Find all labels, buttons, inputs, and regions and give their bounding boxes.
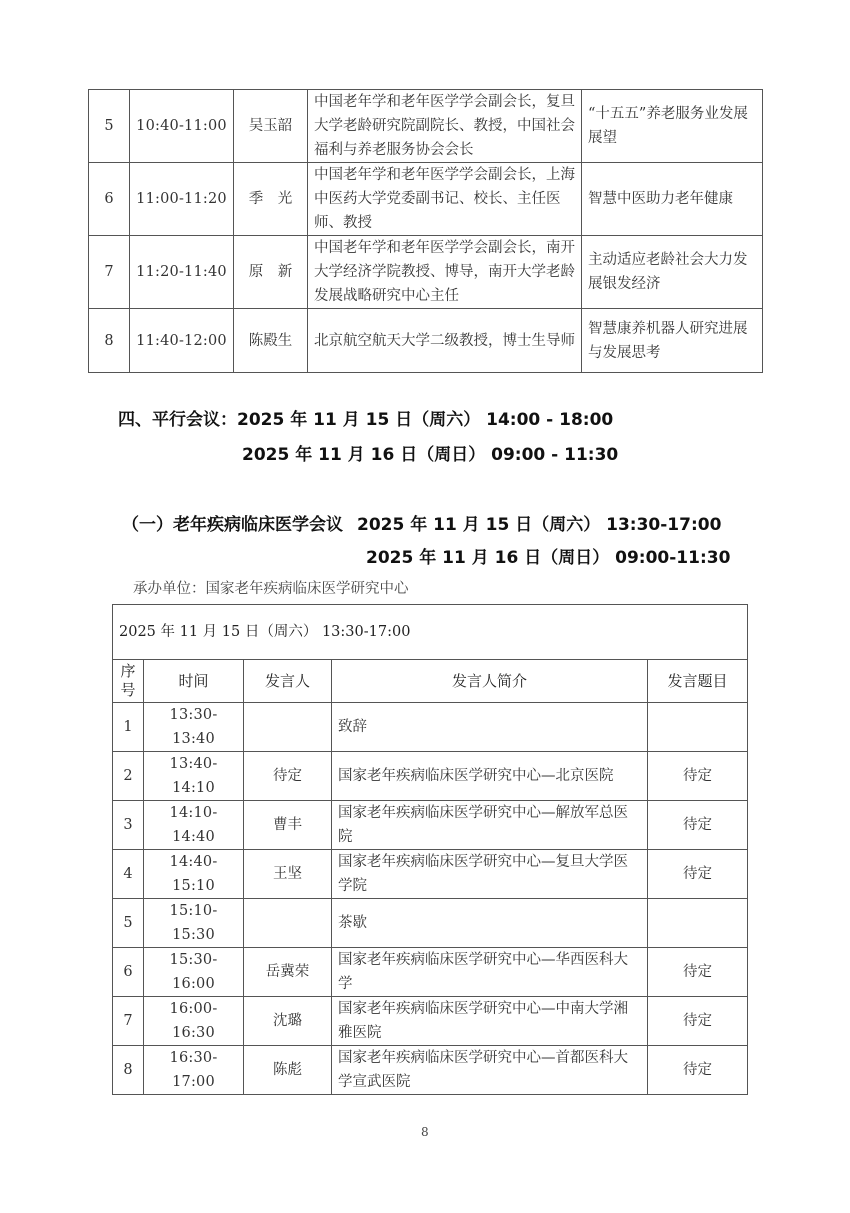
row-number: 8 (89, 309, 130, 373)
row-time: 13:30-13:40 (144, 703, 244, 752)
subsection-date-line1: 2025 年 11 月 15 日（周六） 13:30-17:00 (357, 515, 722, 535)
row-topic: 智慧康养机器人研究进展与发展思考 (582, 309, 763, 373)
row-time: 11:40-12:00 (130, 309, 234, 373)
table-row (113, 997, 748, 1046)
table-row (113, 1046, 748, 1095)
row-time: 16:30-17:00 (144, 1046, 244, 1095)
row-time: 15:30-16:00 (144, 948, 244, 997)
row-time: 15:10-15:30 (144, 899, 244, 948)
row-bio: 中国老年学和老年医学学会副会长，复旦大学老龄研究院副院长、教授，中国社会福利与养老服务协会会长 (308, 90, 582, 163)
header-time: 时间 (144, 660, 244, 703)
row-time: 14:40-15:10 (144, 850, 244, 899)
section-title: 四、平行会议： (118, 410, 237, 430)
session-table-title: 2025 年 11 月 15 日（周六） 13:30-17:00 (113, 605, 748, 660)
row-number: 4 (113, 850, 144, 899)
row-speaker (244, 899, 332, 948)
row-number: 1 (113, 703, 144, 752)
row-bio: 北京航空航天大学二级教授，博士生导师 (308, 309, 582, 373)
table-row (113, 801, 748, 850)
row-bio: 国家老年疾病临床医学研究中心—复旦大学医学院 (332, 850, 648, 899)
row-speaker: 沈璐 (244, 997, 332, 1046)
row-speaker: 原 新 (234, 236, 308, 309)
row-time: 16:00-16:30 (144, 997, 244, 1046)
row-bio: 中国老年学和老年医学学会副会长，上海中医药大学党委副书记、校长、主任医师、教授 (308, 163, 582, 236)
table-row (113, 850, 748, 899)
row-number: 5 (113, 899, 144, 948)
table-row (113, 703, 748, 752)
row-speaker: 季 光 (234, 163, 308, 236)
row-number: 7 (113, 997, 144, 1046)
row-topic: 待定 (648, 948, 748, 997)
table-row (89, 163, 763, 236)
row-number: 2 (113, 752, 144, 801)
subsection-heading (122, 510, 721, 535)
table-row (113, 752, 748, 801)
row-topic: “十五五”养老服务业发展展望 (582, 90, 763, 163)
row-number: 7 (89, 236, 130, 309)
row-speaker: 待定 (244, 752, 332, 801)
section-date-line2: 2025 年 11 月 16 日（周日） 09:00 - 11:30 (242, 445, 619, 465)
row-bio: 国家老年疾病临床医学研究中心—中南大学湘雅医院 (332, 997, 648, 1046)
row-topic (648, 703, 748, 752)
row-topic: 主动适应老龄社会大力发展银发经济 (582, 236, 763, 309)
row-time: 11:20-11:40 (130, 236, 234, 309)
session-table (112, 604, 748, 1095)
row-speaker: 陈殿生 (234, 309, 308, 373)
subsection-date-line2: 2025 年 11 月 16 日（周日） 09:00-11:30 (366, 548, 731, 568)
row-bio: 茶歇 (332, 899, 648, 948)
row-topic (648, 899, 748, 948)
row-time: 11:00-11:20 (130, 163, 234, 236)
row-bio: 致辞 (332, 703, 648, 752)
row-topic: 待定 (648, 850, 748, 899)
table-row (89, 90, 763, 163)
row-speaker: 曹丰 (244, 801, 332, 850)
section-heading (118, 405, 613, 430)
row-bio: 国家老年疾病临床医学研究中心—解放军总医院 (332, 801, 648, 850)
row-bio: 国家老年疾病临床医学研究中心—首都医科大学宣武医院 (332, 1046, 648, 1095)
organizer: 承办单位：国家老年疾病临床医学研究中心 (133, 581, 409, 597)
row-speaker: 王坚 (244, 850, 332, 899)
row-topic: 待定 (648, 1046, 748, 1095)
table-row (113, 948, 748, 997)
row-number: 5 (89, 90, 130, 163)
header-no: 序号 (113, 660, 144, 703)
session-table-title-row (113, 605, 748, 660)
row-bio: 国家老年疾病临床医学研究中心—北京医院 (332, 752, 648, 801)
table-row (89, 236, 763, 309)
row-number: 3 (113, 801, 144, 850)
row-topic: 待定 (648, 801, 748, 850)
header-speaker: 发言人 (244, 660, 332, 703)
row-time: 10:40-11:00 (130, 90, 234, 163)
row-topic: 待定 (648, 997, 748, 1046)
row-number: 6 (113, 948, 144, 997)
row-speaker: 陈彪 (244, 1046, 332, 1095)
row-number: 6 (89, 163, 130, 236)
page-number: 8 (421, 1125, 429, 1139)
row-bio: 中国老年学和老年医学学会副会长，南开大学经济学院教授、博导，南开大学老龄发展战略研究中心主任 (308, 236, 582, 309)
row-speaker (244, 703, 332, 752)
row-speaker: 吴玉韶 (234, 90, 308, 163)
subsection-title: （一）老年疾病临床医学会议 (122, 515, 343, 535)
row-topic: 智慧中医助力老年健康 (582, 163, 763, 236)
keynote-table-continued (88, 89, 763, 373)
row-speaker: 岳冀荣 (244, 948, 332, 997)
row-time: 14:10-14:40 (144, 801, 244, 850)
table-header-row (113, 660, 748, 703)
row-time: 13:40-14:10 (144, 752, 244, 801)
row-topic: 待定 (648, 752, 748, 801)
table-row (113, 899, 748, 948)
header-topic: 发言题目 (648, 660, 748, 703)
header-bio: 发言人简介 (332, 660, 648, 703)
row-bio: 国家老年疾病临床医学研究中心—华西医科大学 (332, 948, 648, 997)
table-row (89, 309, 763, 373)
section-date-line1: 2025 年 11 月 15 日（周六） 14:00 - 18:00 (237, 410, 614, 430)
row-number: 8 (113, 1046, 144, 1095)
